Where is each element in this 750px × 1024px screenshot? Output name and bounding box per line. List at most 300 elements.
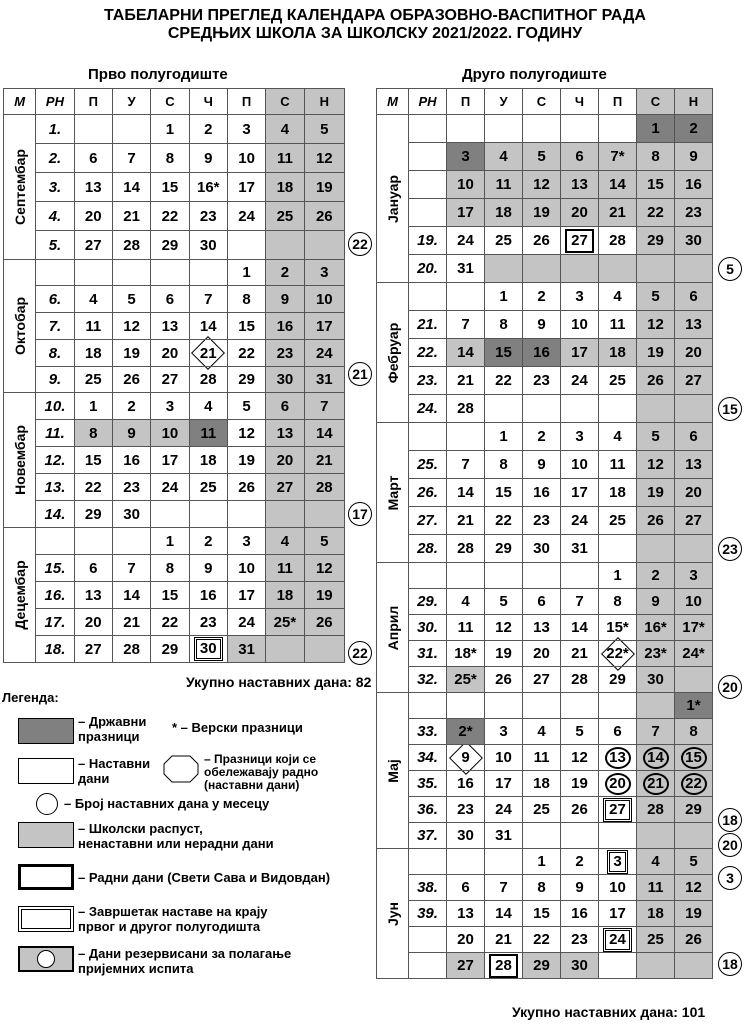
day-number: 30: [194, 637, 223, 661]
day-number: 32.: [417, 671, 438, 688]
day-cell: [151, 286, 189, 313]
week-number: [409, 667, 447, 693]
day-number: 17: [495, 775, 512, 792]
day-number: 15: [161, 586, 179, 604]
day-cell: [523, 693, 561, 719]
day-number: 13: [533, 619, 550, 636]
day-cell: [637, 423, 675, 451]
month-name: Април: [384, 605, 401, 650]
day-cell: [266, 340, 304, 367]
week-row: [377, 615, 713, 641]
day-cell: [189, 447, 227, 474]
day-number: 5: [689, 853, 698, 870]
week-row: [377, 927, 713, 953]
day-number: 22: [495, 372, 512, 389]
day-cell: [561, 875, 599, 901]
day-cell: [74, 340, 112, 367]
day-number: 7: [320, 397, 329, 415]
day-cell: [485, 745, 523, 771]
week-number: [409, 171, 447, 199]
month-name: Фебруар: [384, 322, 401, 383]
day-number: 21.: [417, 316, 438, 333]
day-number: 13: [84, 586, 102, 604]
month-day-count: 5: [718, 257, 742, 281]
legend-working-days: – Радни дани (Свети Сава и Видовдан): [78, 870, 331, 885]
day-number: 9: [537, 456, 546, 473]
day-number: 38.: [417, 879, 438, 896]
day-number: 30: [571, 957, 588, 974]
day-number: 11: [276, 149, 293, 167]
day-number: 20: [685, 344, 702, 361]
header-5: Ч: [561, 89, 599, 115]
day-cell: [523, 667, 561, 693]
day-cell: [304, 231, 344, 260]
day-number: 20: [533, 645, 550, 662]
day-cell: [227, 313, 265, 340]
day-cell: [112, 173, 150, 202]
day-number: 1: [89, 397, 98, 415]
day-cell: [266, 115, 304, 144]
legend-day-count: – Број наставних дана у месецу: [64, 796, 270, 811]
day-cell: [637, 451, 675, 479]
day-number: 4: [537, 723, 546, 740]
day-cell: [599, 875, 637, 901]
day-number: 13: [457, 905, 474, 922]
day-cell: [637, 563, 675, 589]
day-number: 19: [571, 775, 588, 792]
day-cell: [675, 719, 713, 745]
day-cell: [637, 615, 675, 641]
day-number: 3: [575, 288, 584, 305]
day-cell: [675, 115, 713, 143]
day-number: 18: [609, 484, 626, 501]
day-cell: [561, 255, 599, 283]
day-number: 33.: [417, 723, 438, 740]
day-cell: [523, 395, 561, 423]
day-number: 30: [123, 505, 140, 523]
day-number: 10: [685, 593, 702, 610]
day-cell: [227, 260, 265, 286]
day-number: 27.: [417, 512, 438, 529]
month-label: [4, 393, 36, 528]
day-cell: [74, 501, 112, 528]
day-number: 24: [161, 478, 179, 496]
month-name: Мај: [384, 758, 401, 783]
day-number: 13: [685, 456, 702, 473]
day-number: 9: [204, 149, 213, 167]
day-cell: [227, 420, 265, 447]
day-cell: [523, 641, 561, 667]
day-number: 8: [242, 290, 251, 308]
day-number: 9: [651, 593, 660, 610]
day-number: 28: [123, 236, 140, 254]
day-number: 11: [609, 456, 626, 473]
day-cell: [227, 582, 265, 609]
month-day-count: 20: [718, 675, 742, 699]
week-number: [409, 823, 447, 849]
week-number: [36, 144, 74, 173]
day-cell: [227, 202, 265, 231]
day-number: 26.: [417, 484, 438, 501]
day-number: 19: [315, 178, 333, 196]
day-number: 26: [123, 371, 140, 388]
week-row: [377, 563, 713, 589]
day-number: 25: [609, 372, 626, 389]
day-cell: [485, 535, 523, 563]
day-number: 27: [84, 236, 102, 254]
legend-state-holiday-swatch: [18, 718, 74, 744]
page-subtitle: СРЕДЊИХ ШКОЛА ЗА ШКОЛСКУ 2021/2022. ГОДИНУ: [167, 25, 583, 42]
day-number: 29: [161, 640, 179, 658]
day-cell: [304, 636, 344, 663]
day-cell: [523, 423, 561, 451]
day-number: 19: [647, 344, 664, 361]
day-number: 6: [89, 559, 98, 577]
day-number: 28: [609, 232, 626, 249]
day-number: 25: [647, 931, 664, 948]
day-cell: [447, 953, 485, 979]
day-number: 21: [457, 512, 474, 529]
month-label: [4, 115, 36, 260]
day-number: 7: [499, 879, 508, 896]
day-cell: [523, 283, 561, 311]
day-number: 26: [685, 931, 702, 948]
day-cell: [304, 260, 344, 286]
day-number: 2: [651, 567, 660, 584]
week-row: [4, 528, 345, 555]
day-cell: [675, 849, 713, 875]
day-number: 11: [200, 424, 217, 442]
day-number: 17*: [682, 619, 705, 636]
day-number: 29: [84, 505, 102, 523]
first-semester-calendar: [3, 88, 345, 663]
day-number: 10.: [44, 397, 66, 415]
day-number: 24: [571, 372, 588, 389]
day-cell: [599, 563, 637, 589]
day-number: 16: [533, 484, 550, 501]
legend-holiday-swatch: [18, 822, 74, 848]
day-number: 2.: [48, 149, 62, 167]
header-6: П: [599, 89, 637, 115]
day-number: 24: [603, 928, 632, 952]
day-number: 19: [315, 586, 333, 604]
day-cell: [112, 528, 150, 555]
day-number: 21: [571, 645, 588, 662]
month-label: [377, 563, 409, 693]
week-row: [377, 115, 713, 143]
day-number: 16: [199, 586, 217, 604]
day-cell: [675, 311, 713, 339]
day-cell: [112, 555, 150, 582]
week-row: [4, 144, 345, 173]
day-cell: [74, 447, 112, 474]
day-cell: [112, 313, 150, 340]
day-number: 6: [689, 428, 698, 445]
day-number: 5.: [48, 236, 62, 254]
day-cell: [74, 286, 112, 313]
month-label: [4, 260, 36, 393]
week-row: [377, 535, 713, 563]
day-number: 28: [123, 640, 140, 658]
day-cell: [189, 528, 227, 555]
week-number: [36, 447, 74, 474]
day-number: 12: [647, 456, 664, 473]
day-cell: [151, 367, 189, 393]
day-number: 28: [315, 478, 333, 496]
week-row: [377, 283, 713, 311]
day-cell: [675, 451, 713, 479]
day-number: 30: [685, 232, 702, 249]
day-cell: [599, 367, 637, 395]
day-cell: [561, 451, 599, 479]
day-cell: [637, 745, 675, 771]
day-cell: [74, 173, 112, 202]
day-cell: [637, 115, 675, 143]
day-number: 4: [461, 593, 470, 610]
day-cell: [485, 115, 523, 143]
day-number: 7: [461, 456, 470, 473]
day-cell: [523, 823, 561, 849]
week-row: [377, 367, 713, 395]
day-number: 17: [161, 451, 179, 469]
day-cell: [561, 667, 599, 693]
day-number: 13: [84, 178, 102, 196]
day-cell: [112, 393, 150, 420]
day-cell: [523, 589, 561, 615]
day-cell: [523, 771, 561, 797]
day-number: 20: [457, 931, 474, 948]
week-number: [36, 528, 74, 555]
day-number: 8: [689, 723, 698, 740]
day-number: 1: [242, 264, 251, 281]
day-cell: [151, 609, 189, 636]
day-number: 26: [315, 207, 333, 225]
day-cell: [189, 286, 227, 313]
day-cell: [637, 823, 675, 849]
day-cell: [304, 144, 344, 173]
day-number: 22: [238, 344, 255, 362]
day-cell: [304, 609, 344, 636]
day-cell: [599, 693, 637, 719]
day-cell: [675, 283, 713, 311]
week-row: [377, 953, 713, 979]
day-cell: [266, 636, 304, 663]
week-row: [4, 115, 345, 144]
day-number: 20: [276, 451, 294, 469]
day-number: 3: [242, 532, 251, 550]
day-cell: [485, 849, 523, 875]
day-cell: [637, 255, 675, 283]
day-cell: [599, 199, 637, 227]
day-number: 27: [685, 372, 702, 389]
day-cell: [599, 115, 637, 143]
day-number: 19.: [417, 232, 438, 249]
day-cell: [266, 420, 304, 447]
day-cell: [112, 636, 150, 663]
day-number: 29: [495, 540, 512, 557]
day-cell: [266, 260, 304, 286]
day-number: 2: [127, 397, 136, 415]
day-cell: [112, 202, 150, 231]
day-cell: [485, 797, 523, 823]
day-number: 23: [533, 372, 550, 389]
day-number: 23: [199, 613, 217, 631]
day-cell: [304, 501, 344, 528]
day-cell: [74, 420, 112, 447]
day-cell: [447, 395, 485, 423]
day-cell: [675, 771, 713, 797]
day-number: 8: [89, 424, 98, 442]
month-label: [377, 115, 409, 283]
day-cell: [561, 797, 599, 823]
day-number: 2: [537, 288, 546, 305]
day-cell: [447, 667, 485, 693]
day-cell: [151, 340, 189, 367]
week-row: [4, 340, 345, 367]
day-cell: [637, 797, 675, 823]
day-cell: [151, 420, 189, 447]
day-number: 3: [461, 148, 470, 165]
day-cell: [447, 283, 485, 311]
day-cell: [599, 797, 637, 823]
day-number: 4.: [48, 207, 62, 225]
day-number: 13: [685, 316, 702, 333]
day-number: 20: [84, 207, 102, 225]
day-cell: [599, 395, 637, 423]
day-number: 21: [123, 613, 140, 631]
day-number: 20: [571, 204, 588, 221]
day-cell: [561, 693, 599, 719]
day-number: 18.: [44, 640, 66, 658]
day-cell: [189, 474, 227, 501]
day-number: 10: [571, 316, 588, 333]
day-cell: [485, 199, 523, 227]
day-number: 1: [165, 120, 175, 138]
day-cell: [675, 507, 713, 535]
day-number: 28: [457, 400, 474, 417]
day-number: 9: [127, 424, 136, 442]
day-number: 2: [204, 120, 213, 138]
day-cell: [112, 144, 150, 173]
day-number: 11: [647, 879, 664, 896]
day-cell: [189, 115, 227, 144]
day-cell: [561, 367, 599, 395]
day-cell: [304, 340, 344, 367]
day-number: 25*: [273, 613, 297, 631]
day-number: 15: [533, 905, 550, 922]
day-number: 19: [238, 451, 255, 469]
day-cell: [485, 395, 523, 423]
week-row: [4, 231, 345, 260]
day-cell: [561, 199, 599, 227]
day-number: 29: [238, 371, 255, 388]
day-number: 29.: [417, 593, 438, 610]
day-cell: [447, 367, 485, 395]
day-number: 14.: [44, 505, 66, 523]
day-cell: [675, 367, 713, 395]
day-number: 2: [689, 120, 698, 137]
day-number: 9: [204, 559, 213, 577]
day-number: 19: [647, 484, 664, 501]
day-cell: [447, 143, 485, 171]
day-number: 18: [533, 775, 550, 792]
day-cell: [599, 339, 637, 367]
day-number: 19: [685, 905, 702, 922]
day-cell: [304, 115, 344, 144]
day-number: 10: [495, 749, 512, 766]
day-number: 1: [499, 288, 508, 305]
week-row: [377, 311, 713, 339]
day-cell: [523, 479, 561, 507]
day-number: 5: [499, 593, 508, 610]
day-cell: [599, 451, 637, 479]
day-cell: [637, 771, 675, 797]
day-number: 21: [315, 451, 333, 469]
week-row: [377, 719, 713, 745]
day-cell: [112, 420, 150, 447]
day-number: 24: [457, 232, 474, 249]
day-cell: [112, 501, 150, 528]
day-cell: [637, 589, 675, 615]
day-number: 11: [85, 317, 102, 335]
day-cell: [74, 231, 112, 260]
day-cell: [523, 953, 561, 979]
week-number: [409, 745, 447, 771]
day-number: 23: [571, 931, 588, 948]
day-cell: [227, 173, 265, 202]
day-number: 4: [280, 532, 290, 550]
day-number: 5: [127, 290, 136, 308]
week-row: [4, 555, 345, 582]
day-cell: [599, 171, 637, 199]
day-cell: [74, 202, 112, 231]
day-cell: [189, 260, 227, 286]
day-number: 9: [280, 290, 290, 308]
day-cell: [561, 311, 599, 339]
day-cell: [447, 171, 485, 199]
day-number: 17: [238, 586, 255, 604]
day-cell: [74, 393, 112, 420]
day-cell: [637, 339, 675, 367]
day-cell: [675, 227, 713, 255]
day-cell: [112, 231, 150, 260]
day-number: 24.: [417, 400, 438, 417]
day-cell: [637, 901, 675, 927]
day-number: 7: [651, 723, 660, 740]
day-cell: [304, 367, 344, 393]
day-number: 19: [533, 204, 550, 221]
day-number: 21: [457, 372, 474, 389]
legend-teaching-days: – Наставни дани: [78, 756, 151, 786]
header-8: Н: [304, 89, 344, 115]
day-number: 22*: [600, 645, 635, 662]
day-cell: [266, 501, 304, 528]
header-4: С: [523, 89, 561, 115]
day-cell: [561, 479, 599, 507]
day-cell: [74, 260, 112, 286]
day-number: 12.: [44, 451, 66, 469]
day-cell: [151, 144, 189, 173]
day-number: 17.: [44, 613, 66, 631]
week-number: [409, 849, 447, 875]
day-number: 21: [123, 207, 140, 225]
month-label: [4, 528, 36, 663]
day-cell: [675, 797, 713, 823]
week-number: [409, 115, 447, 143]
day-number: 3: [689, 567, 698, 584]
day-cell: [637, 283, 675, 311]
day-cell: [485, 507, 523, 535]
